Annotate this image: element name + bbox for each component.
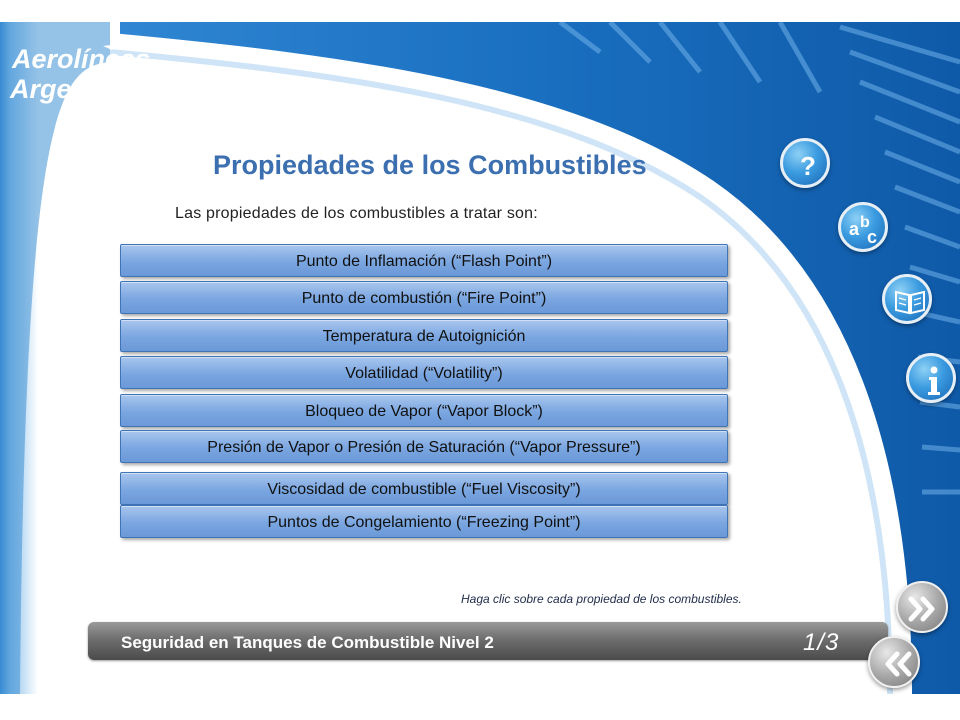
svg-text:b: b <box>860 214 870 231</box>
help-icon <box>783 141 833 191</box>
page-indicator: 1/3 <box>803 629 840 656</box>
aerolineas-logo <box>8 36 173 106</box>
book-icon <box>885 277 935 327</box>
svg-text:c: c <box>867 227 878 247</box>
property-button-freezing-point[interactable]: Puntos de Congelamiento (“Freezing Point”) <box>120 505 728 538</box>
property-button-volatility[interactable]: Volatilidad (“Volatility”) <box>120 356 728 389</box>
logo-line-2: Argentinas <box>10 74 152 104</box>
info-icon <box>909 356 959 406</box>
glossary-icon <box>841 205 891 255</box>
next-icon <box>898 583 950 635</box>
next-button[interactable] <box>896 581 948 633</box>
previous-icon <box>870 638 922 690</box>
property-button-fire-point[interactable]: Punto de combustión (“Fire Point”) <box>120 281 728 314</box>
glossary-button[interactable] <box>838 202 888 252</box>
svg-text:a: a <box>849 219 860 239</box>
help-button[interactable] <box>780 138 830 188</box>
logo-line-1: Aerolíneas <box>12 44 151 74</box>
course-title: Seguridad en Tanques de Combustible Nivel 2 <box>121 633 494 652</box>
info-button[interactable] <box>906 353 956 403</box>
page-title: Propiedades de los Combustibles <box>213 150 647 180</box>
property-button-vapor-pressure[interactable]: Presión de Vapor o Presión de Saturación (“Vapor Pressure”) <box>120 430 728 463</box>
svg-text:?: ? <box>800 151 816 181</box>
manual-button[interactable] <box>882 274 932 324</box>
property-button-vapor-block[interactable]: Bloqueo de Vapor (“Vapor Block”) <box>120 394 728 427</box>
property-button-flash-point[interactable]: Punto de Inflamación (“Flash Point”) <box>120 244 728 277</box>
property-button-autoignition[interactable]: Temperatura de Autoignición <box>120 319 728 352</box>
page-subtitle: Las propiedades de los combustibles a tratar son: <box>175 205 538 222</box>
previous-button[interactable] <box>868 636 920 688</box>
instruction-hint: Haga clic sobre cada propiedad de los combustibles. <box>461 592 742 606</box>
property-button-fuel-viscosity[interactable]: Viscosidad de combustible (“Fuel Viscosity”) <box>120 472 728 505</box>
